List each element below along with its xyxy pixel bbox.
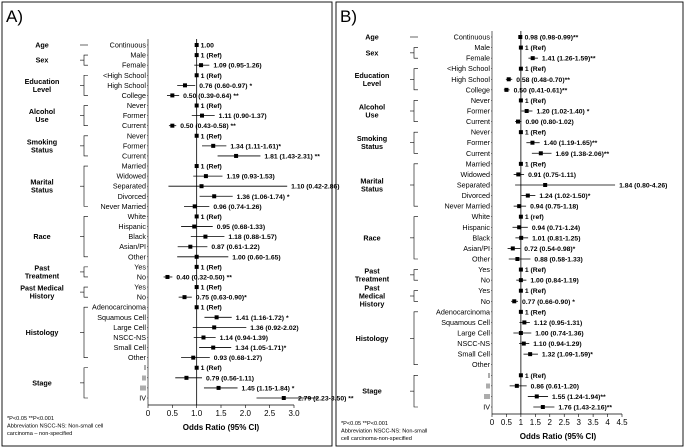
group-label: Level bbox=[32, 84, 52, 94]
point-estimate bbox=[519, 289, 523, 293]
point-estimate bbox=[530, 141, 534, 145]
category-label: Female bbox=[122, 60, 146, 70]
category-label: Widowed bbox=[116, 171, 146, 181]
group-bracket bbox=[84, 75, 88, 95]
point-estimate bbox=[195, 366, 199, 370]
category-label: Never Married bbox=[100, 201, 146, 211]
group-label: Histology bbox=[355, 333, 389, 343]
point-estimate bbox=[516, 172, 520, 176]
category-label: Other bbox=[128, 353, 146, 363]
category-label: White bbox=[471, 212, 490, 222]
group-label: Level bbox=[362, 78, 382, 88]
or-value-label: 0.50 (0.39-0.64) ** bbox=[183, 92, 239, 100]
category-label: White bbox=[127, 211, 146, 221]
panel-frame bbox=[336, 2, 683, 446]
or-value-label: 0.94 (0.71-1.24) bbox=[531, 224, 581, 232]
category-label: No bbox=[480, 296, 490, 306]
point-estimate bbox=[192, 225, 196, 229]
or-value-label: 1 (Ref) bbox=[524, 66, 547, 74]
or-value-label: 1.20 (1.02-1.40) * bbox=[536, 108, 590, 116]
or-value-label: 1.10 (0.94-1.29) bbox=[533, 341, 582, 349]
category-label: Small Cell bbox=[113, 343, 146, 353]
point-estimate bbox=[195, 104, 199, 108]
group-bracket bbox=[414, 100, 418, 121]
category-label: Yes bbox=[134, 262, 146, 272]
x-tick-label: 4.5 bbox=[616, 418, 628, 427]
category-label: Female bbox=[466, 53, 490, 63]
x-tick-label: 2 bbox=[547, 418, 553, 427]
group-bracket bbox=[84, 368, 88, 398]
category-label: No bbox=[136, 292, 146, 302]
group-bracket bbox=[84, 267, 88, 277]
or-value-label: 1 (Ref) bbox=[200, 163, 222, 171]
category-label: Other bbox=[472, 254, 490, 264]
or-value-label: 0.98 (0.98-0.99)** bbox=[524, 34, 579, 42]
category-label: Large Cell bbox=[457, 328, 490, 338]
footnote: *P<0.05 **P<0.001 bbox=[7, 416, 54, 422]
category-label: Male bbox=[474, 43, 490, 53]
group-label: Education bbox=[354, 70, 390, 80]
point-estimate bbox=[195, 164, 199, 168]
category-label: Large Cell bbox=[113, 322, 146, 332]
or-value-label: 1.00 (0.84-1.19) bbox=[530, 277, 579, 285]
or-value-label: 1.36 (0.92-2.02) bbox=[250, 324, 299, 332]
group-bracket bbox=[414, 270, 418, 281]
or-value-label: 0.93 (0.68-1.27) bbox=[213, 355, 263, 363]
group-bracket bbox=[84, 55, 88, 65]
group-label: Age bbox=[35, 40, 49, 50]
category-label: Black bbox=[128, 232, 146, 242]
category-label: I bbox=[488, 370, 490, 380]
point-estimate bbox=[541, 405, 545, 409]
group-label: Histology bbox=[25, 327, 59, 337]
group-bracket bbox=[84, 166, 88, 206]
point-estimate bbox=[525, 109, 529, 113]
category-label: Divorced bbox=[117, 191, 146, 201]
group-bracket bbox=[414, 164, 418, 206]
or-value-label: 1 (Ref) bbox=[524, 45, 547, 53]
category-label: Other bbox=[472, 360, 490, 370]
x-tick-label: 2.5 bbox=[558, 418, 570, 427]
point-estimate bbox=[200, 114, 204, 118]
or-value-label: 1 (Ref) bbox=[524, 161, 547, 169]
group-bracket bbox=[414, 375, 418, 407]
category-label: Asian/PI bbox=[119, 242, 146, 252]
category-label: <High School bbox=[103, 70, 146, 80]
x-tick-label: 2.5 bbox=[264, 409, 276, 418]
point-estimate bbox=[211, 144, 215, 148]
group-bracket bbox=[414, 132, 418, 153]
point-estimate bbox=[195, 265, 199, 269]
point-estimate bbox=[195, 214, 199, 218]
or-value-label: 1.12 (0.95-1.31) bbox=[533, 319, 583, 327]
category-label: No bbox=[480, 275, 490, 285]
x-tick-label: 0 bbox=[145, 409, 151, 418]
or-value-label: 0.90 (0.80-1.02) bbox=[525, 119, 574, 127]
point-estimate bbox=[522, 342, 526, 346]
category-label: Male bbox=[130, 50, 146, 60]
category-label: Former bbox=[466, 138, 490, 148]
group-label: Treatment bbox=[354, 274, 390, 284]
category-label: III bbox=[140, 383, 146, 393]
category-label: Squamous Cell bbox=[441, 317, 490, 327]
group-label: Smoking bbox=[356, 134, 388, 144]
category-label: Never bbox=[470, 127, 490, 137]
point-estimate bbox=[512, 299, 516, 303]
group-label: Stage bbox=[32, 378, 52, 388]
category-label: Adenocarcinoma bbox=[436, 307, 490, 317]
group-label: Sex bbox=[365, 48, 379, 58]
or-value-label: 1.24 (1.02-1.50)* bbox=[539, 193, 591, 201]
or-value-label: 1.41 (1.16-1.72) * bbox=[235, 314, 289, 322]
group-label: Treatment bbox=[24, 271, 60, 281]
category-label: Divorced bbox=[461, 191, 490, 201]
category-label: Never bbox=[126, 101, 146, 111]
point-estimate bbox=[200, 184, 204, 188]
point-estimate bbox=[195, 305, 199, 309]
or-value-label: 1.00 bbox=[200, 42, 214, 50]
category-label: Adenocarcinoma bbox=[92, 302, 146, 312]
point-estimate bbox=[519, 130, 523, 134]
point-estimate bbox=[511, 246, 515, 250]
or-value-label: 1.69 (1.38-2.06)** bbox=[555, 150, 610, 158]
category-label: Hispanic bbox=[118, 222, 146, 232]
or-value-label: 1 (Ref) bbox=[200, 133, 222, 141]
group-bracket bbox=[414, 48, 418, 59]
footnote: *P<0.05 **P<0.001 bbox=[341, 421, 388, 427]
group-label: Stage bbox=[362, 386, 382, 396]
or-value-label: 1.76 (1.43-2.16)** bbox=[558, 404, 613, 412]
point-estimate bbox=[515, 257, 519, 261]
point-estimate bbox=[195, 255, 199, 259]
point-estimate bbox=[203, 235, 207, 239]
x-tick-label: 0.5 bbox=[166, 409, 178, 418]
or-value-label: 0.95 (0.68-1.33) bbox=[216, 224, 266, 232]
group-label: Alcohol bbox=[28, 107, 56, 117]
group-label: History bbox=[359, 299, 385, 309]
category-label: Continuous bbox=[109, 40, 146, 50]
point-estimate bbox=[519, 278, 523, 282]
or-value-label: 0.94 (0.75-1.18) bbox=[530, 203, 579, 211]
group-label: Use bbox=[365, 110, 379, 120]
category-label: College bbox=[465, 85, 490, 95]
point-estimate bbox=[215, 315, 219, 319]
point-estimate bbox=[519, 373, 523, 377]
category-label: Squamous Cell bbox=[97, 312, 146, 322]
point-estimate bbox=[543, 183, 547, 187]
x-tick-label: 1.0 bbox=[191, 409, 203, 418]
category-label: Black bbox=[472, 233, 490, 243]
category-label: Never bbox=[126, 131, 146, 141]
point-estimate bbox=[539, 151, 543, 155]
or-value-label: 1.01 (0.81-1.25) bbox=[532, 235, 581, 243]
or-value-label: 1 (Ref) bbox=[200, 52, 222, 60]
category-label: Asian/PI bbox=[463, 243, 490, 253]
group-bracket bbox=[84, 287, 88, 297]
or-value-label: 1 (Ref) bbox=[200, 103, 222, 111]
group-label: Age bbox=[365, 32, 379, 42]
or-value-label: 1.84 (0.80-4.26) bbox=[619, 182, 668, 190]
group-bracket bbox=[414, 69, 418, 90]
x-tick-label: 0.5 bbox=[500, 418, 513, 427]
category-label: Current bbox=[122, 151, 146, 161]
or-value-label: 1.41 (1.26-1.59)** bbox=[541, 55, 596, 63]
or-value-label: 1 (Ref) bbox=[200, 284, 222, 292]
group-label: Sex bbox=[35, 55, 49, 65]
or-value-label: 1.11 (0.90-1.37) bbox=[218, 113, 267, 121]
group-label: Education bbox=[24, 76, 60, 86]
group-label: Alcohol bbox=[358, 102, 386, 112]
panel-label: B) bbox=[340, 7, 357, 26]
point-estimate bbox=[195, 134, 199, 138]
group-bracket bbox=[414, 217, 418, 259]
category-label: II bbox=[486, 381, 490, 391]
or-value-label: 1.32 (1.09-1.59)* bbox=[541, 351, 593, 359]
category-label: IV bbox=[483, 402, 490, 412]
panel-label: A) bbox=[6, 7, 23, 26]
point-estimate bbox=[526, 194, 530, 198]
point-estimate bbox=[517, 225, 521, 229]
group-bracket bbox=[84, 106, 88, 126]
group-label: Status bbox=[361, 184, 383, 194]
category-label: Yes bbox=[478, 265, 490, 275]
category-label: College bbox=[121, 90, 146, 100]
point-estimate bbox=[170, 124, 174, 128]
point-estimate bbox=[184, 376, 188, 380]
or-value-label: 1.55 (1.24-1.94)** bbox=[552, 393, 606, 401]
group-label: Past Medical bbox=[20, 283, 64, 293]
category-label: Separated bbox=[456, 180, 490, 190]
point-estimate bbox=[191, 356, 195, 360]
category-label: Other bbox=[128, 252, 146, 262]
point-estimate bbox=[518, 35, 522, 39]
point-estimate bbox=[204, 174, 208, 178]
point-estimate bbox=[519, 162, 523, 166]
category-label: Yes bbox=[134, 282, 146, 292]
or-value-label: 1.14 (0.94-1.39) bbox=[219, 334, 269, 342]
or-value-label: 0.76 (0.60-0.97) * bbox=[199, 82, 253, 90]
or-value-label: 0.79 (0.56-1.11) bbox=[206, 375, 255, 383]
or-value-label: 1.81 (1.43-2.31) ** bbox=[264, 153, 320, 161]
point-estimate bbox=[522, 320, 526, 324]
group-label: Past bbox=[364, 283, 380, 293]
group-label: Past bbox=[34, 263, 50, 273]
or-value-label: 0.86 (0.61-1.20) bbox=[530, 383, 580, 391]
point-estimate bbox=[528, 352, 532, 356]
point-estimate bbox=[517, 204, 521, 208]
group-label: Race bbox=[33, 232, 51, 242]
group-label: History bbox=[29, 291, 55, 301]
x-axis-title: Odds Ratio (95% CI) bbox=[182, 423, 260, 432]
category-label: High School bbox=[451, 74, 490, 84]
x-tick-label: 3.0 bbox=[288, 409, 300, 418]
point-estimate bbox=[199, 63, 203, 67]
point-estimate bbox=[519, 268, 523, 272]
point-estimate bbox=[519, 46, 523, 50]
point-estimate bbox=[183, 83, 187, 87]
footnote: Abbreviation NSCC-NS: Non-small cell bbox=[7, 423, 104, 430]
point-estimate bbox=[188, 245, 192, 249]
category-label: III bbox=[484, 391, 490, 401]
footnote: cell carcinoma-non-specified bbox=[341, 436, 412, 442]
or-value-label: 0.40 (0.32-0.50) ** bbox=[176, 274, 232, 282]
footnote: Abbreviation NSCC-NS: Non-small bbox=[341, 428, 428, 435]
point-estimate bbox=[507, 77, 511, 81]
footnote: carcinoma – non-specified bbox=[7, 431, 73, 437]
category-label: Continuous bbox=[453, 32, 490, 42]
or-value-label: 0.87 (0.61-1.22) bbox=[211, 244, 260, 252]
point-estimate bbox=[165, 275, 169, 279]
category-label: Yes bbox=[478, 286, 490, 296]
or-value-label: 0.75 (0.63-0.90)* bbox=[195, 294, 247, 302]
or-value-label: 1.00 (0.60-1.65) bbox=[232, 254, 281, 262]
or-value-label: 0.96 (0.74-1.26) bbox=[213, 203, 262, 211]
group-label: Past bbox=[364, 266, 380, 276]
point-estimate bbox=[282, 396, 286, 400]
group-label: Marital bbox=[30, 177, 54, 187]
category-label: Never Married bbox=[444, 201, 490, 211]
point-estimate bbox=[519, 331, 523, 335]
category-label: Current bbox=[466, 117, 490, 127]
point-estimate bbox=[195, 43, 199, 47]
or-value-label: 0.77 (0.66-0.90) * bbox=[522, 298, 575, 306]
point-estimate bbox=[212, 325, 216, 329]
point-estimate bbox=[211, 346, 215, 350]
category-label: Small Cell bbox=[457, 349, 490, 359]
category-label: NSCC-NS bbox=[457, 339, 490, 349]
group-label: Status bbox=[31, 145, 53, 155]
or-value-label: 0.72 (0.54-0.98)* bbox=[524, 245, 576, 253]
category-label: II bbox=[142, 373, 146, 383]
or-value-label: 0.88 (0.58-1.33) bbox=[534, 256, 583, 264]
or-value-label: 1 (Ref) bbox=[524, 129, 547, 137]
point-estimate bbox=[212, 194, 216, 198]
group-label: Smoking bbox=[26, 137, 58, 147]
or-value-label: 1 (Ref) bbox=[524, 267, 547, 275]
category-label: High School bbox=[107, 80, 146, 90]
category-label: Current bbox=[122, 121, 146, 131]
x-tick-label: 0 bbox=[489, 418, 495, 427]
point-estimate bbox=[504, 88, 508, 92]
or-value-label: 1 (Ref) bbox=[200, 213, 222, 221]
or-value-label: 1.00 (0.74-1.36) bbox=[535, 330, 584, 338]
category-label: Former bbox=[122, 141, 146, 151]
x-tick-label: 3 bbox=[576, 418, 581, 427]
point-estimate bbox=[217, 386, 221, 390]
x-tick-label: 1.5 bbox=[529, 418, 541, 427]
or-value-label: 1.45 (1.15-1.84) * bbox=[241, 385, 295, 393]
category-label: Widowed bbox=[460, 169, 490, 179]
group-label: Marital bbox=[360, 176, 384, 186]
group-label: Use bbox=[35, 115, 49, 125]
point-estimate bbox=[195, 53, 199, 57]
group-label: Status bbox=[31, 185, 53, 195]
category-label: NSCC-NS bbox=[113, 332, 146, 342]
category-label: Married bbox=[465, 159, 490, 169]
point-estimate bbox=[195, 73, 199, 77]
point-estimate bbox=[193, 204, 197, 208]
or-value-label: 1.34 (1.05-1.71)* bbox=[235, 345, 287, 353]
point-estimate bbox=[516, 120, 520, 124]
or-value-label: 1.19 (0.93-1.53) bbox=[226, 173, 275, 181]
category-label: Separated bbox=[112, 181, 146, 191]
category-label: Hispanic bbox=[462, 222, 490, 232]
point-estimate bbox=[201, 335, 205, 339]
x-tick-label: 3.5 bbox=[587, 418, 599, 427]
group-bracket bbox=[414, 291, 418, 302]
x-tick-label: 2.0 bbox=[239, 409, 251, 418]
group-label: Status bbox=[361, 142, 383, 152]
group-label: Race bbox=[363, 233, 381, 243]
panel-a bbox=[2, 2, 354, 446]
or-value-label: 1.18 (0.88-1.57) bbox=[228, 234, 277, 242]
or-value-label: 1 (ref) bbox=[524, 214, 544, 222]
panel-b bbox=[336, 2, 683, 446]
group-bracket bbox=[84, 216, 88, 256]
category-label: Married bbox=[121, 161, 146, 171]
point-estimate bbox=[519, 215, 523, 219]
category-label: Former bbox=[466, 106, 490, 116]
or-value-label: 1.34 (1.11-1.61)* bbox=[230, 143, 281, 151]
or-value-label: 0.50 (0.41-0.61)** bbox=[513, 87, 568, 95]
point-estimate bbox=[519, 98, 523, 102]
category-label: <High School bbox=[447, 64, 490, 74]
point-estimate bbox=[519, 67, 523, 71]
point-estimate bbox=[535, 394, 539, 398]
or-value-label: 1.09 (0.95-1.26) bbox=[213, 62, 262, 70]
category-label: I bbox=[144, 363, 146, 373]
category-label: IV bbox=[139, 393, 146, 403]
x-tick-label: 4 bbox=[605, 418, 610, 427]
point-estimate bbox=[519, 310, 523, 314]
or-value-label: 1 (Ref) bbox=[524, 372, 547, 380]
or-value-label: 1 (Ref) bbox=[200, 304, 222, 312]
or-value-label: 1 (Ref) bbox=[200, 264, 222, 272]
group-label: Medical bbox=[358, 291, 386, 301]
group-bracket bbox=[84, 136, 88, 156]
or-value-label: 1 (Ref) bbox=[524, 97, 547, 105]
x-tick-label: 1 bbox=[518, 418, 524, 427]
or-value-label: 1 (Ref) bbox=[524, 288, 547, 296]
or-value-label: 0.58 (0.48-0.70)** bbox=[516, 76, 570, 84]
x-tick-label: 1.5 bbox=[215, 409, 227, 418]
category-label: Current bbox=[466, 148, 490, 158]
category-label: No bbox=[136, 272, 146, 282]
point-estimate bbox=[195, 285, 199, 289]
or-value-label: 1 (Ref) bbox=[200, 365, 222, 373]
point-estimate bbox=[183, 295, 187, 299]
category-label: Former bbox=[122, 111, 146, 121]
point-estimate bbox=[170, 93, 174, 97]
or-value-label: 1.36 (1.06-1.74) * bbox=[236, 193, 290, 201]
point-estimate bbox=[234, 154, 238, 158]
group-bracket bbox=[84, 307, 88, 357]
point-estimate bbox=[515, 384, 519, 388]
point-estimate bbox=[531, 56, 535, 60]
or-value-label: 1 (Ref) bbox=[524, 309, 547, 317]
or-value-label: 0.91 (0.75-1.11) bbox=[528, 171, 577, 179]
or-value-label: 0.50 (0.43-0.58) ** bbox=[180, 123, 236, 131]
or-value-label: 1.10 (0.42-2.86) bbox=[291, 183, 340, 191]
category-label: Never bbox=[470, 95, 490, 105]
or-value-label: 2.79 (2.23-3.50) ** bbox=[298, 395, 354, 403]
x-axis-title: Odds Ratio (95% CI) bbox=[519, 432, 597, 441]
group-bracket bbox=[414, 312, 418, 365]
or-value-label: 1.40 (1.19-1.65)** bbox=[543, 140, 598, 148]
or-value-label: 1 (Ref) bbox=[200, 72, 222, 80]
point-estimate bbox=[519, 236, 523, 240]
